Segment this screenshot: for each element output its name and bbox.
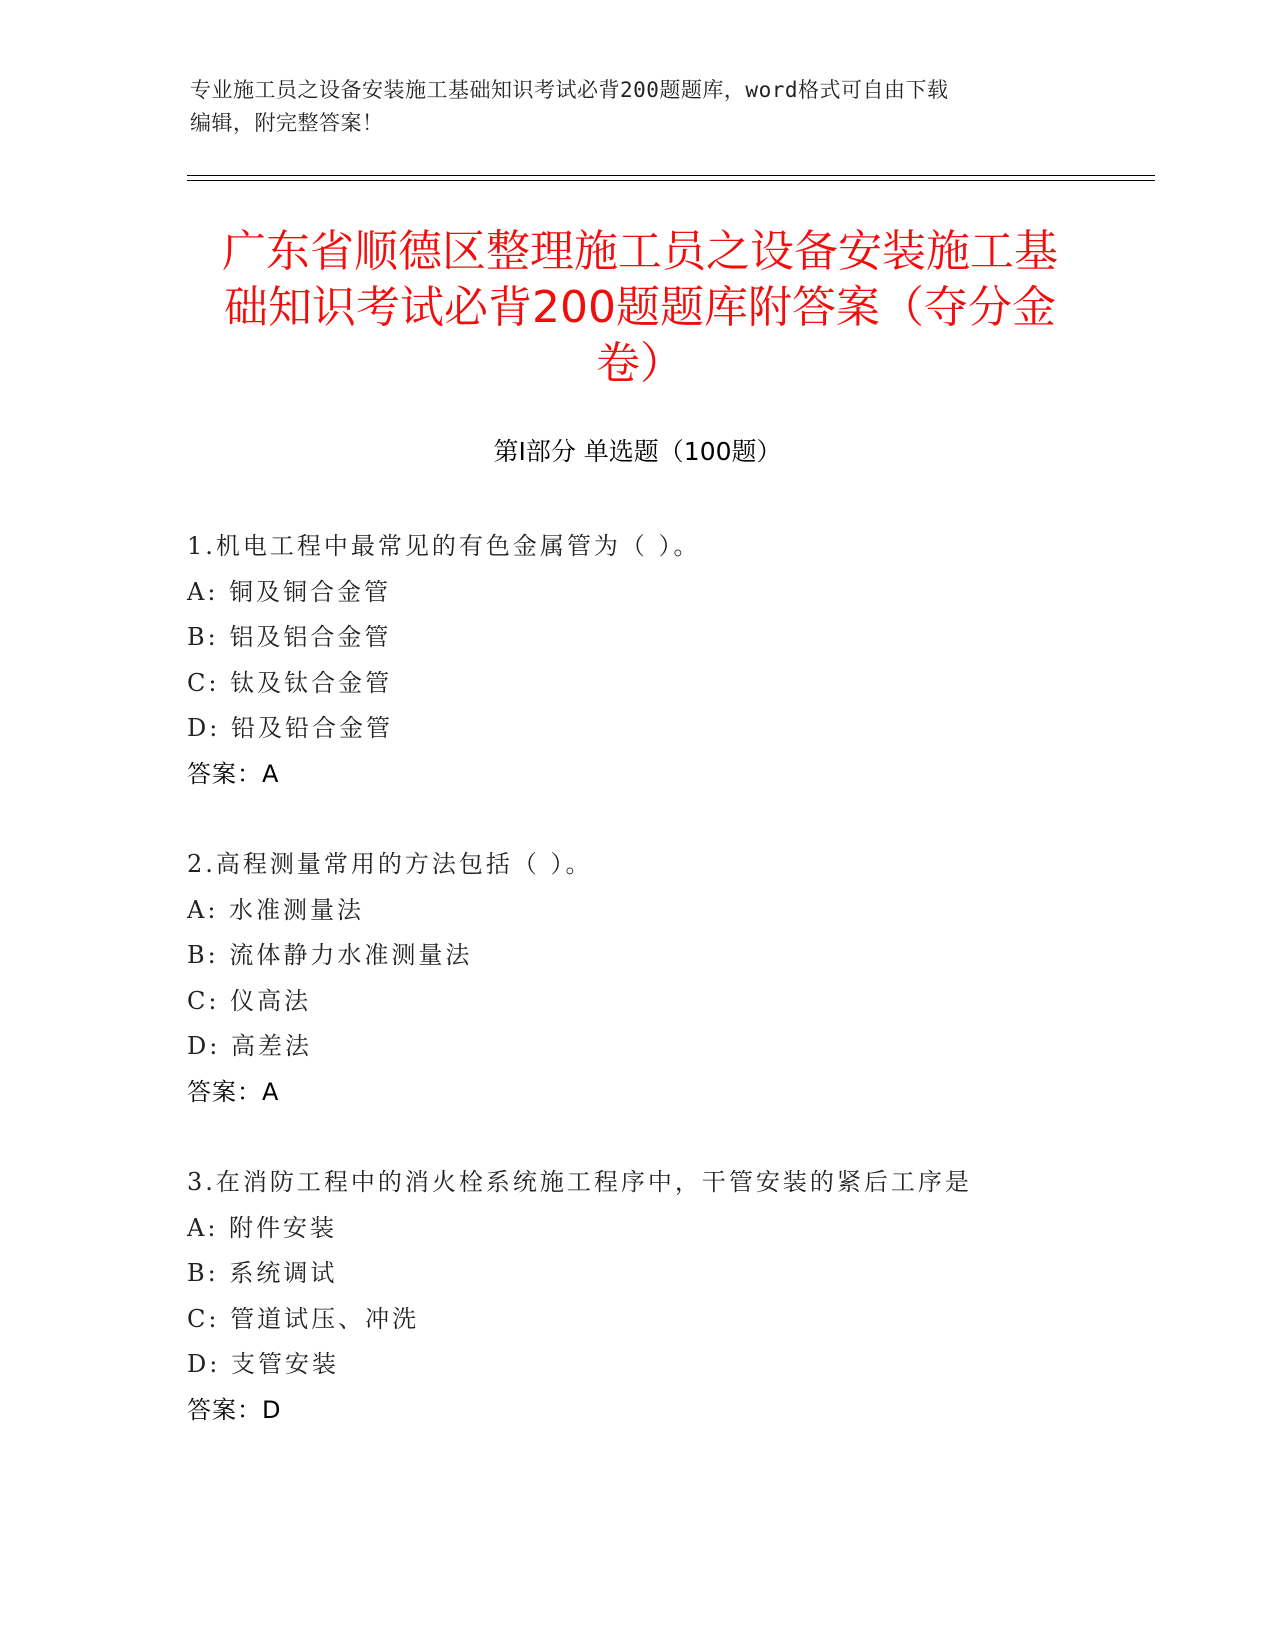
answer-line: 答案：D bbox=[187, 1395, 282, 1424]
document-title-line: 础知识考试必背200题题库附答案（夺分金 bbox=[224, 282, 1056, 333]
header-divider bbox=[187, 180, 1155, 181]
option-b: B: 流体静力水准测量法 bbox=[187, 941, 473, 969]
option-c: C: 仪高法 bbox=[187, 986, 312, 1015]
option-c: C: 管道试压、冲洗 bbox=[187, 1304, 420, 1333]
document-title bbox=[195, 224, 1085, 392]
answer-line: 答案：A bbox=[187, 759, 280, 788]
option-a: A: 附件安装 bbox=[187, 1213, 338, 1242]
option-b: B: 铝及铝合金管 bbox=[187, 623, 392, 651]
question-item bbox=[187, 1160, 1087, 1433]
header-note-line: 专业施工员之设备安装施工基础知识考试必背200题题库，word格式可自由下载 bbox=[190, 78, 949, 102]
option-a: A: 水准测量法 bbox=[187, 895, 365, 924]
option-d: D: 铅及铅合金管 bbox=[187, 714, 393, 742]
question-item bbox=[187, 524, 1087, 797]
document-title-line: 广东省顺德区整理施工员之设备安装施工基 bbox=[222, 226, 1058, 277]
header-note bbox=[190, 74, 1080, 140]
question-stem: 2.高程测量常用的方法包括（ ）。 bbox=[187, 850, 593, 878]
header-divider bbox=[187, 175, 1155, 176]
option-b: B: 系统调试 bbox=[187, 1259, 338, 1287]
question-item bbox=[187, 842, 1087, 1115]
header-note-line: 编辑，附完整答案！ bbox=[190, 111, 384, 135]
option-c: C: 钛及钛合金管 bbox=[187, 668, 393, 697]
answer-line: 答案：A bbox=[187, 1077, 280, 1106]
question-stem: 3.在消防工程中的消火栓系统施工程序中，干管安装的紧后工序是 bbox=[187, 1168, 972, 1196]
option-d: D: 支管安装 bbox=[187, 1350, 339, 1378]
section-heading: 第Ⅰ部分 单选题（100题） bbox=[493, 437, 782, 466]
question-stem: 1.机电工程中最常见的有色金属管为（ ）。 bbox=[187, 532, 701, 560]
document-title-line: 卷） bbox=[596, 338, 684, 389]
option-a: A: 铜及铜合金管 bbox=[187, 577, 392, 606]
option-d: D: 高差法 bbox=[187, 1032, 312, 1060]
